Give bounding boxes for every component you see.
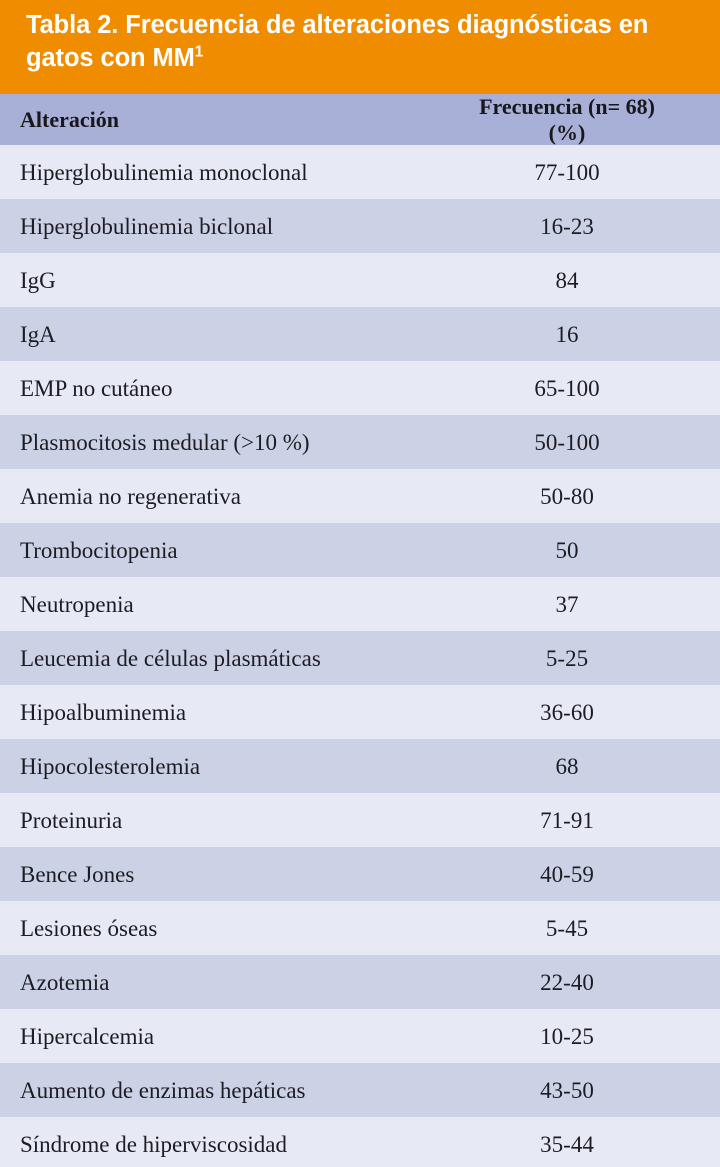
- cell-alteracion: Aumento de enzimas hepáticas: [20, 1077, 306, 1103]
- cell-alteracion: IgA: [20, 321, 56, 347]
- table-row: [0, 1063, 720, 1117]
- cell-frecuencia: 35-44: [540, 1131, 594, 1157]
- cell-alteracion: EMP no cutáneo: [20, 375, 173, 401]
- table-row: [0, 577, 720, 631]
- table-row: [0, 793, 720, 847]
- cell-alteracion: Leucemia de células plasmáticas: [20, 645, 321, 671]
- table-row: [0, 1117, 720, 1167]
- cell-alteracion: Plasmocitosis medular (>10 %): [20, 429, 310, 455]
- table-row: [0, 631, 720, 685]
- cell-alteracion: Hipocolesterolemia: [20, 753, 201, 779]
- cell-frecuencia: 16-23: [540, 213, 594, 239]
- cell-frecuencia: 5-25: [545, 645, 589, 671]
- cell-frecuencia: 84: [555, 267, 579, 293]
- cell-alteracion: Azotemia: [20, 969, 110, 995]
- table-row: [0, 469, 720, 523]
- cell-frecuencia: 50-80: [540, 483, 594, 509]
- cell-frecuencia: 43-50: [540, 1077, 594, 1103]
- cell-alteracion: Bence Jones: [20, 861, 135, 887]
- table-row: [0, 685, 720, 739]
- table-row: [0, 361, 720, 415]
- table-caption-title: [26, 9, 698, 75]
- cell-alteracion: Anemia no regenerativa: [20, 483, 241, 509]
- table-row: [0, 415, 720, 469]
- table-row: [0, 901, 720, 955]
- cell-frecuencia: 50: [555, 537, 579, 563]
- table-row: [0, 253, 720, 307]
- table-row: [0, 739, 720, 793]
- cell-alteracion: Hiperglobulinemia monoclonal: [20, 159, 308, 185]
- table-row: [0, 847, 720, 901]
- cell-frecuencia: 77-100: [534, 159, 600, 185]
- cell-alteracion: Lesiones óseas: [20, 915, 158, 941]
- table-row: [0, 523, 720, 577]
- table-caption-bar: [0, 0, 720, 94]
- table-caption-superscript: 1: [194, 43, 204, 61]
- cell-frecuencia: 50-100: [534, 429, 600, 455]
- table-row: [0, 145, 720, 199]
- cell-alteracion: Hipoalbuminemia: [20, 699, 187, 725]
- table-body: [0, 145, 720, 1167]
- cell-alteracion: Hipercalcemia: [20, 1023, 155, 1049]
- cell-alteracion: Neutropenia: [20, 591, 134, 617]
- cell-alteracion: IgG: [20, 267, 56, 293]
- cell-alteracion: Proteinuria: [20, 807, 123, 833]
- cell-frecuencia: 5-45: [545, 915, 589, 941]
- cell-alteracion: Trombocitopenia: [20, 537, 178, 563]
- cell-frecuencia: 68: [555, 753, 579, 779]
- cell-frecuencia: 10-25: [540, 1023, 594, 1049]
- cell-frecuencia: 36-60: [540, 699, 594, 725]
- table-caption-text: Tabla 2. Frecuencia de alteraciones diagnósticas en gatos con MM: [26, 11, 649, 73]
- column-header-alteracion: Alteración: [20, 106, 119, 132]
- table-row: [0, 307, 720, 361]
- cell-frecuencia: 37: [555, 591, 579, 617]
- cell-frecuencia: 65-100: [534, 375, 600, 401]
- cell-alteracion: Síndrome de hiperviscosidad: [20, 1131, 288, 1157]
- cell-frecuencia: 22-40: [540, 969, 594, 995]
- cell-alteracion: Hiperglobulinemia biclonal: [20, 213, 274, 239]
- table-row: [0, 1009, 720, 1063]
- table-column-header: [0, 94, 720, 145]
- cell-frecuencia: 40-59: [540, 861, 594, 887]
- table-row: [0, 955, 720, 1009]
- column-header-frecuencia: Frecuencia (n= 68) (%): [479, 93, 655, 145]
- table-row: [0, 199, 720, 253]
- cell-frecuencia: 16: [555, 321, 579, 347]
- cell-frecuencia: 71-91: [540, 807, 594, 833]
